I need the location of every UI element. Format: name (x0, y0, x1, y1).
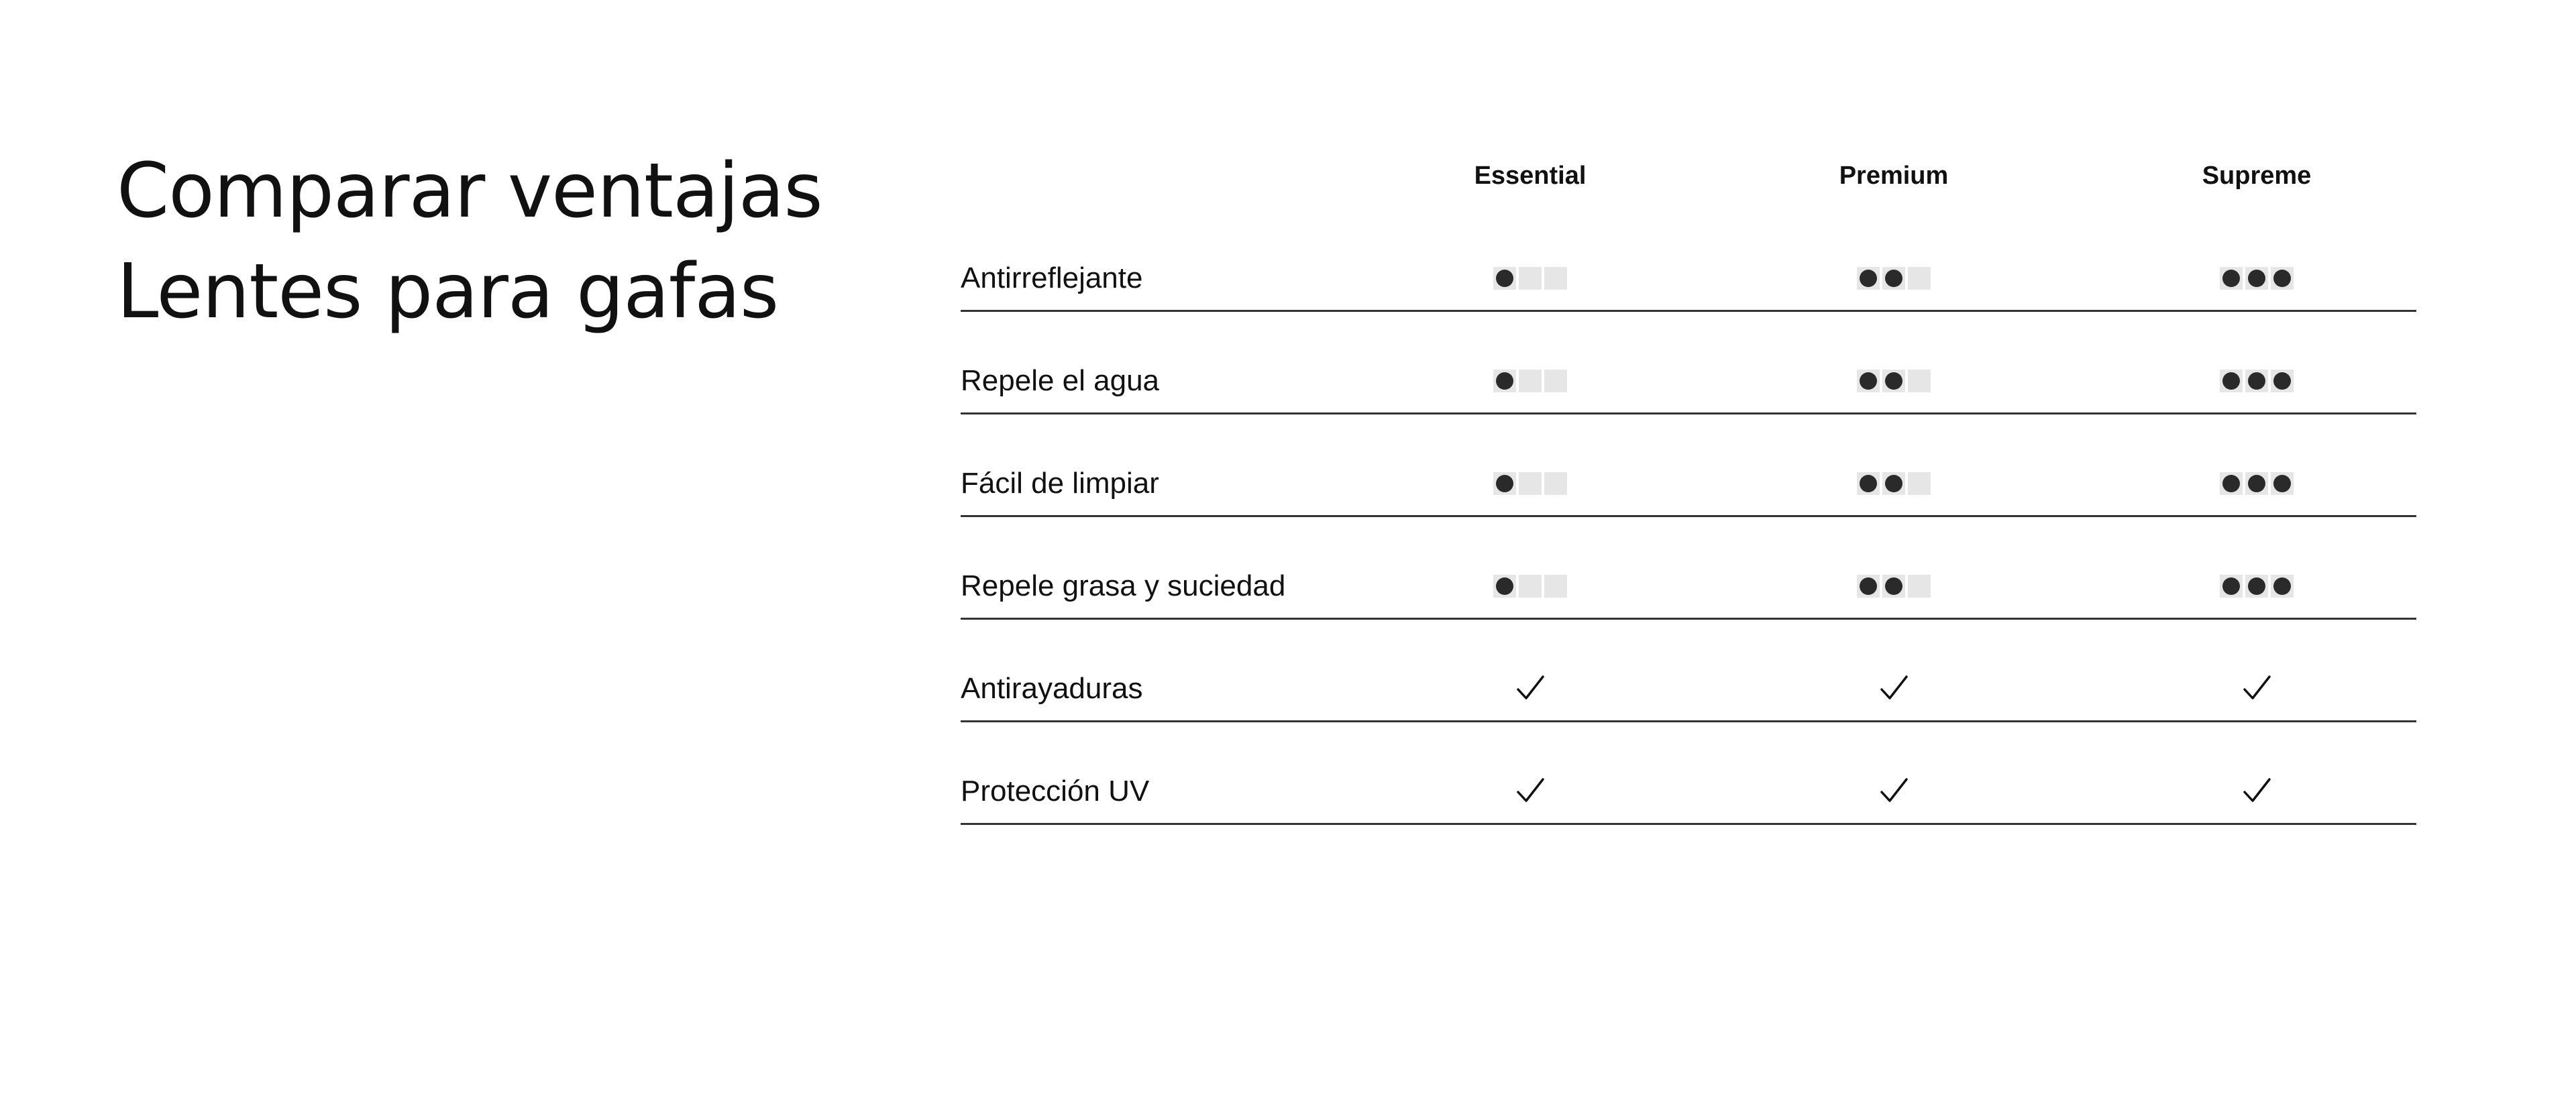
rating-indicator (1857, 267, 1931, 290)
cell-supreme (2190, 671, 2324, 707)
row-label: Fácil de limpiar (961, 467, 1159, 500)
rating-slot (1519, 370, 1542, 392)
rating-slot (1882, 267, 1905, 290)
filled-dot-icon (1885, 372, 1902, 390)
filled-dot-icon (1860, 372, 1877, 390)
filled-dot-icon (2222, 372, 2240, 390)
cell-supreme (2190, 363, 2324, 399)
filled-dot-icon (2273, 372, 2291, 390)
cell-essential (1463, 465, 1597, 502)
filled-dot-icon (2273, 475, 2291, 492)
cell-supreme (2190, 465, 2324, 502)
filled-dot-icon (2248, 270, 2265, 287)
filled-dot-icon (1885, 577, 1902, 595)
rating-slot (2245, 575, 2268, 598)
row-label: Repele el agua (961, 364, 1160, 397)
rating-slot (1493, 370, 1516, 392)
filled-dot-icon (2222, 270, 2240, 287)
filled-dot-icon (1496, 475, 1513, 492)
filled-dot-icon (1496, 270, 1513, 287)
cell-premium (1827, 671, 1961, 707)
rating-slot (2220, 267, 2243, 290)
column-header-supreme: Supreme (2202, 162, 2312, 190)
filled-dot-icon (2222, 577, 2240, 595)
row-label: Repele grasa y suciedad (961, 569, 1286, 602)
table-row (961, 414, 2416, 517)
heading-title: Comparar ventajas (117, 148, 822, 235)
rating-slot (1493, 472, 1516, 495)
table-row (961, 620, 2416, 722)
filled-dot-icon (1885, 270, 1902, 287)
checkmark-icon (1878, 673, 1910, 705)
rating-slot (2220, 472, 2243, 495)
cell-premium (1827, 363, 1961, 399)
checkmark-icon (1514, 775, 1546, 807)
filled-dot-icon (1860, 577, 1877, 595)
rating-slot (1544, 472, 1567, 495)
rating-slot (1544, 370, 1567, 392)
filled-dot-icon (2222, 475, 2240, 492)
rating-slot (1857, 575, 1880, 598)
comparison-table (961, 148, 2416, 825)
filled-dot-icon (1860, 475, 1877, 492)
rating-slot (1908, 472, 1931, 495)
table-row (961, 209, 2416, 312)
cell-premium (1827, 773, 1961, 810)
table-row (961, 517, 2416, 620)
filled-dot-icon (2248, 475, 2265, 492)
rating-slot (2245, 267, 2268, 290)
rating-indicator (1493, 575, 1567, 598)
rating-indicator (2220, 370, 2294, 392)
rating-indicator (1493, 370, 1567, 392)
rating-slot (2271, 370, 2294, 392)
cell-essential (1463, 363, 1597, 399)
rating-indicator (2220, 267, 2294, 290)
rating-slot (1519, 472, 1542, 495)
row-label: Antirayaduras (961, 672, 1143, 705)
table-header-row (961, 148, 2416, 204)
rating-slot (2271, 472, 2294, 495)
rating-slot (1857, 370, 1880, 392)
filled-dot-icon (2248, 372, 2265, 390)
checkmark-icon (2241, 775, 2273, 807)
rating-slot (1493, 267, 1516, 290)
heading-subtitle: Lentes para gafas (117, 248, 779, 335)
rating-slot (2271, 267, 2294, 290)
rating-slot (1908, 267, 1931, 290)
rating-slot (2220, 575, 2243, 598)
rating-indicator (2220, 472, 2294, 495)
rating-slot (1908, 370, 1931, 392)
rating-indicator (1857, 472, 1931, 495)
column-header-premium: Premium (1839, 162, 1949, 190)
rating-slot (2271, 575, 2294, 598)
checkmark-icon (1878, 775, 1910, 807)
cell-essential (1463, 671, 1597, 707)
cell-supreme (2190, 568, 2324, 604)
page-heading (117, 141, 822, 342)
checkmark-icon (2241, 673, 2273, 705)
rating-slot (1544, 267, 1567, 290)
cell-premium (1827, 568, 1961, 604)
rating-slot (1544, 575, 1567, 598)
table-row (961, 312, 2416, 414)
rating-indicator (1857, 370, 1931, 392)
row-label: Protección UV (961, 775, 1150, 807)
rating-slot (2245, 370, 2268, 392)
filled-dot-icon (2273, 270, 2291, 287)
cell-supreme (2190, 260, 2324, 296)
rating-slot (1857, 472, 1880, 495)
rating-slot (1882, 575, 1905, 598)
rating-indicator (2220, 575, 2294, 598)
rating-slot (1857, 267, 1880, 290)
checkmark-icon (1514, 673, 1546, 705)
rating-indicator (1493, 267, 1567, 290)
cell-premium (1827, 465, 1961, 502)
rating-slot (1519, 575, 1542, 598)
filled-dot-icon (1860, 270, 1877, 287)
rating-slot (1882, 370, 1905, 392)
filled-dot-icon (1885, 475, 1902, 492)
cell-essential (1463, 568, 1597, 604)
rating-indicator (1857, 575, 1931, 598)
filled-dot-icon (2248, 577, 2265, 595)
filled-dot-icon (1496, 577, 1513, 595)
cell-supreme (2190, 773, 2324, 810)
row-label: Antirreflejante (961, 262, 1143, 294)
cell-essential (1463, 260, 1597, 296)
column-header-essential: Essential (1474, 162, 1587, 190)
cell-essential (1463, 773, 1597, 810)
rating-slot (1493, 575, 1516, 598)
rating-slot (2220, 370, 2243, 392)
filled-dot-icon (2273, 577, 2291, 595)
rating-slot (1519, 267, 1542, 290)
rating-indicator (1493, 472, 1567, 495)
rating-slot (1908, 575, 1931, 598)
cell-premium (1827, 260, 1961, 296)
rating-slot (2245, 472, 2268, 495)
table-body (961, 209, 2416, 825)
filled-dot-icon (1496, 372, 1513, 390)
rating-slot (1882, 472, 1905, 495)
table-row (961, 722, 2416, 825)
